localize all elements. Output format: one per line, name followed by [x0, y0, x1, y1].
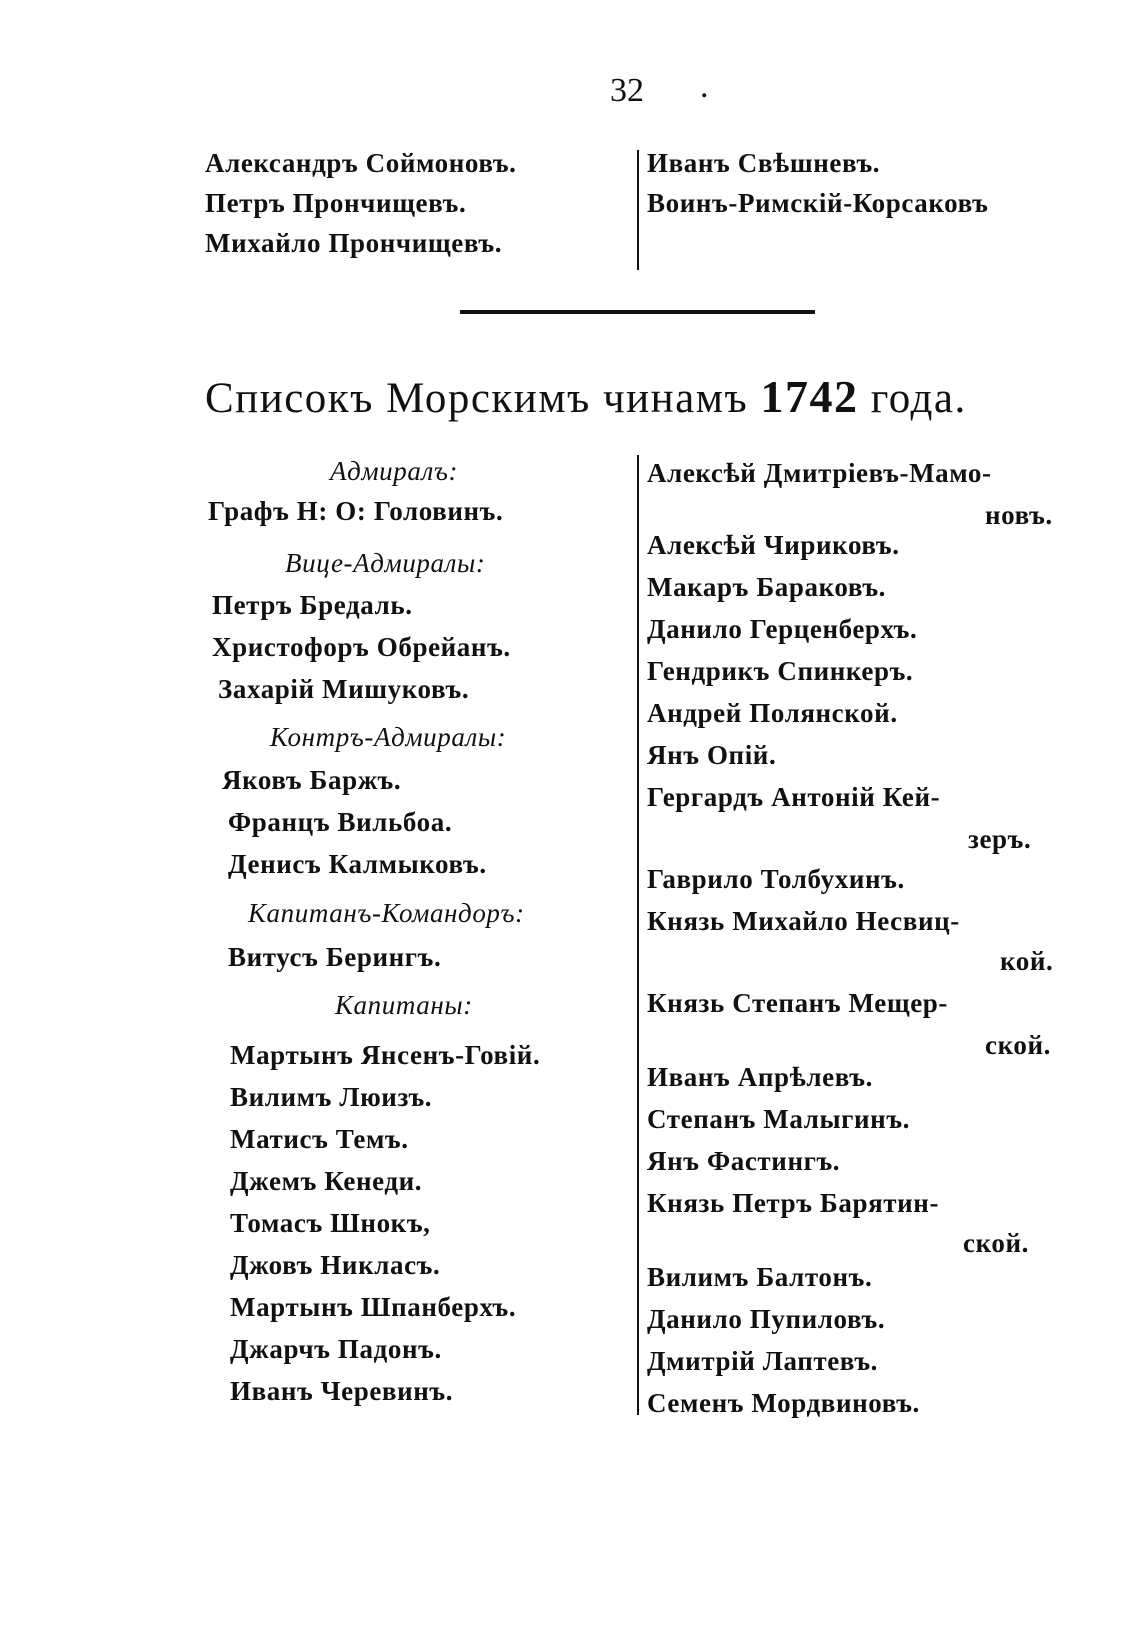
top-column-divider [637, 150, 639, 270]
right-column-line: Семенъ Мордвиновъ. [647, 1388, 920, 1418]
right-column-line: Князь Петръ Барятин- [647, 1188, 940, 1218]
top-left-entry: Александръ Соймоновъ. [205, 148, 517, 178]
right-column-line: ской. [985, 1030, 1051, 1060]
captains-heading: Капитаны: [335, 990, 473, 1020]
right-column-line: Гергардъ Антоній Кей- [647, 782, 941, 812]
admirals-heading: Адмиралъ: [330, 456, 459, 486]
captain-entry: Вилимъ Люизъ. [230, 1082, 433, 1112]
page-dot: . [700, 68, 709, 105]
vice-admiral-entry: Петръ Бредаль. [212, 590, 413, 620]
list-title-text: Списокъ Морскимъ чинамъ [205, 375, 749, 422]
rear-admiral-entry: Францъ Вильбоа. [228, 807, 453, 837]
top-left-entry: Петръ Прончищевъ. [205, 188, 467, 218]
commodore-entry: Витусъ Берингъ. [228, 942, 442, 972]
right-column-line: Алексѣй Дмитріевъ-Мамо- [647, 458, 992, 488]
admiral-entry: Графъ Н: О: Головинъ. [208, 496, 504, 526]
rear-admiral-entry: Яковъ Баржъ. [222, 765, 402, 795]
right-column-line: Дмитрій Лаптевъ. [647, 1346, 879, 1376]
vice-admiral-entry: Христофоръ Обрейанъ. [212, 632, 511, 662]
commodore-heading: Капитанъ-Командоръ: [248, 898, 525, 928]
right-column-line: Степанъ Малыгинъ. [647, 1104, 911, 1134]
captain-entry: Джовъ Никласъ. [230, 1250, 441, 1280]
top-right-entry: Иванъ Свѣшневъ. [647, 148, 881, 178]
captain-entry: Матисъ Темъ. [230, 1124, 409, 1154]
right-column-line: Макаръ Бараковъ. [647, 572, 887, 602]
right-column-line: Вилимъ Балтонъ. [647, 1262, 873, 1292]
right-column-line: Князь Михайло Несвиц- [647, 906, 960, 936]
vice-admiral-entry: Захарій Мишуковъ. [218, 674, 470, 704]
page-number: 32 [610, 72, 644, 109]
rear-admiral-entry: Денисъ Калмыковъ. [228, 849, 487, 879]
right-column-line: Данило Герценберхъ. [647, 614, 918, 644]
section-separator [460, 310, 815, 314]
right-column-line: Янъ Фастингъ. [647, 1146, 841, 1176]
right-column-line: кой. [1000, 946, 1054, 976]
right-column-line: ской. [963, 1228, 1029, 1258]
right-column-line: Янъ Опій. [647, 740, 777, 770]
right-column-line: новъ. [985, 500, 1053, 530]
captain-entry: Иванъ Черевинъ. [230, 1376, 454, 1406]
list-title [205, 370, 967, 423]
top-left-entry: Михайло Прончищевъ. [205, 228, 503, 258]
top-right-entry: Воинъ-Римскій-Корсаковъ [647, 188, 989, 218]
right-column-line: Гаврило Толбухинъ. [647, 864, 905, 894]
right-column-line: зеръ. [968, 824, 1032, 854]
vice-admirals-heading: Вице-Адмиралы: [285, 548, 486, 578]
right-column-line: Данило Пупиловъ. [647, 1304, 886, 1334]
right-column-line: Алексѣй Чириковъ. [647, 530, 900, 560]
right-column-line: Гендрикъ Спинкеръ. [647, 656, 914, 686]
rear-admirals-heading: Контръ-Адмиралы: [270, 722, 507, 752]
captain-entry: Томасъ Шнокъ, [230, 1208, 431, 1238]
list-column-divider [637, 455, 639, 1415]
captain-entry: Мартынъ Янсенъ-Говій. [230, 1040, 541, 1070]
captain-entry: Джарчъ Падонъ. [230, 1334, 442, 1364]
captain-entry: Джемъ Кенеди. [230, 1166, 423, 1196]
captain-entry: Мартынъ Шпанберхъ. [230, 1292, 517, 1322]
list-title-suffix: года. [870, 375, 967, 422]
right-column-line: Князь Степанъ Мещер- [647, 988, 949, 1018]
right-column-line: Иванъ Апрѣлевъ. [647, 1062, 873, 1092]
list-title-year: 1742 [760, 371, 859, 422]
right-column-line: Андрей Полянской. [647, 698, 898, 728]
